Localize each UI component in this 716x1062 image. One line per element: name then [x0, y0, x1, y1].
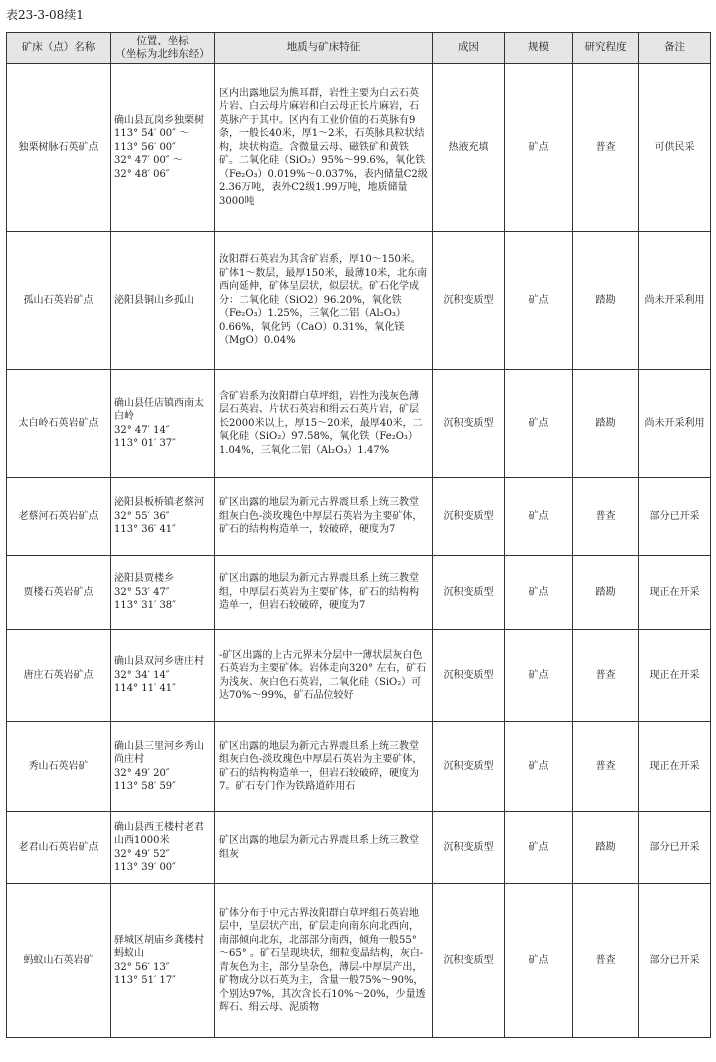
table-row	[7, 812, 711, 884]
deposit-degree: 普查	[573, 884, 639, 1038]
header-degree: 研究程度	[573, 33, 639, 64]
deposit-geology: 区内出露地层为熊耳群，岩性主要为白云石英片岩、白云母片麻岩和白云母正长片麻岩，石英脉产于其中。区内有工业价值的石英脉有9条，一般长40米，厚1～2米，石英脉具粒状结构，块状构造。含微量云母、磁铁矿和黄铁矿。二氧化硅（SiO₂）95%～99.6%，氧化铁（Fe₂O₃）0.019%～0.037%，表内储量C2级2.36万吨，表外C2级1.99万吨，地质储量3000吨	[215, 64, 433, 232]
table-row	[7, 478, 711, 556]
deposit-geology: 矿区出露的地层为新元古界震旦系上统三教堂组灰白色-淡玫瑰色中厚层石英岩为主要矿体，矿石的结构构造单一，较破碎，硬度为7	[215, 478, 433, 556]
deposit-note: 现正在开采	[639, 630, 711, 722]
deposit-name: 老蔡河石英岩矿点	[7, 478, 111, 556]
deposit-degree: 踏勘	[573, 232, 639, 370]
deposit-scale: 矿点	[505, 884, 573, 1038]
header-cause: 成因	[433, 33, 505, 64]
table-row	[7, 884, 711, 1038]
deposit-degree: 踏勘	[573, 370, 639, 478]
deposit-position: 泌阳县板桥镇老蔡河 32° 55′ 36″ 113° 36′ 41″	[111, 478, 215, 556]
table-row	[7, 64, 711, 232]
deposit-geology: 矿区出露的地层为新元古界震旦系上统三教堂组灰白色-淡玫瑰色中厚层石英岩为主要矿体，矿石的结构构造单一，但岩石较破碎，硬度为7。矿石专门作为铁路道砟用石	[215, 722, 433, 812]
deposit-geology: 矿区出露的地层为新元古界震旦系上统三教堂组，中厚层石英岩为主要矿体，矿石的结构构造单一，但岩石较破碎，硬度为7	[215, 556, 433, 630]
deposit-note: 部分已开采	[639, 884, 711, 1038]
deposit-geology: 汝阳群石英岩为其含矿岩系，厚10～150米。矿体1～数层，最厚150米，最薄10米，北东南西向延伸，矿体呈层状，似层状。矿石化学成分：二氧化硅（SiO2）96.20%，氧化铁（Fe₂O₃）1.25%，三氧化二铝（Al₂O₃）0.66%，氧化钙（CaO）0.31%，氧化镁（MgO）0.04%	[215, 232, 433, 370]
deposit-note: 现正在开采	[639, 722, 711, 812]
deposit-position: 确山县西王楼村老君山西1000米 32° 49′ 52″ 113° 39′ 00″	[111, 812, 215, 884]
header-note: 备注	[639, 33, 711, 64]
deposit-scale: 矿点	[505, 556, 573, 630]
deposit-cause: 沉积变质型	[433, 630, 505, 722]
deposit-degree: 普查	[573, 722, 639, 812]
deposit-geology: 矿体分布于中元古界汝阳群白草坪组石英岩地层中，呈层状产出，矿层走向南东向北西向，南部倾向北东，北部部分南西，倾角一般55° ～65° 。矿石呈现块状，细粒变晶结构，灰白-青灰色为主，部分呈杂色，薄层-中厚层产出，矿物成分以石英为主，含量一般75%～90%，个别达97%，其次含长石10%～20%，少量透辉石、绢云母、泥质物	[215, 884, 433, 1038]
deposit-position: 泌阳县铜山乡孤山	[111, 232, 215, 370]
header-name: 矿床（点）名称	[7, 33, 111, 64]
table-caption: 表23-3-08续1	[6, 8, 84, 22]
table-row	[7, 232, 711, 370]
deposit-note: 部分已开采	[639, 478, 711, 556]
table-row	[7, 556, 711, 630]
deposit-cause: 沉积变质型	[433, 812, 505, 884]
deposit-cause: 热液充填	[433, 64, 505, 232]
header-scale: 规模	[505, 33, 573, 64]
deposit-name: 老君山石英岩矿点	[7, 812, 111, 884]
deposit-position: 驿城区胡庙乡龚楼村蚂蚁山 32° 56′ 13″ 113° 51′ 17″	[111, 884, 215, 1038]
deposit-position: 泌阳县贾楼乡 32° 53′ 47″ 113° 31′ 38″	[111, 556, 215, 630]
deposit-position: 确山县三里河乡秀山尚庄村 32° 49′ 20″ 113° 58′ 59″	[111, 722, 215, 812]
deposit-cause: 沉积变质型	[433, 722, 505, 812]
deposit-geology: 含矿岩系为汝阳群白草坪组，岩性为浅灰色薄层石英岩、片状石英岩和绢云石英片岩，矿层长2000米以上，厚15～20米，最厚40米，二氧化硅（SiO₂）97.58%，氧化铁（Fe₂O₃）1.04%，三氧化二铝（Al₂O₃）1.47%	[215, 370, 433, 478]
deposit-name: 孤山石英岩矿点	[7, 232, 111, 370]
deposit-note: 部分已开采	[639, 812, 711, 884]
header-position: 位置、坐标 （坐标为北纬东经）	[111, 33, 215, 64]
table-row	[7, 370, 711, 478]
deposit-note: 尚未开采利用	[639, 370, 711, 478]
header-row	[7, 33, 711, 64]
deposit-degree: 普查	[573, 478, 639, 556]
deposit-name: 秀山石英岩矿	[7, 722, 111, 812]
deposit-cause: 沉积变质型	[433, 370, 505, 478]
table-row	[7, 722, 711, 812]
deposit-degree: 踏勘	[573, 812, 639, 884]
deposit-name: 贾楼石英岩矿点	[7, 556, 111, 630]
deposit-note: 可供民采	[639, 64, 711, 232]
deposit-scale: 矿点	[505, 370, 573, 478]
deposit-scale: 矿点	[505, 232, 573, 370]
deposit-scale: 矿点	[505, 812, 573, 884]
table-row	[7, 630, 711, 722]
deposit-name: 独栗树脉石英矿点	[7, 64, 111, 232]
header-geology: 地质与矿床特征	[215, 33, 433, 64]
deposit-cause: 沉积变质型	[433, 478, 505, 556]
deposit-name: 唐庄石英岩矿点	[7, 630, 111, 722]
deposit-degree: 踏勘	[573, 556, 639, 630]
deposit-position: 确山县任店镇西南太白岭 32° 47′ 14″ 113° 01′ 37″	[111, 370, 215, 478]
deposit-name: 蚂蚁山石英岩矿	[7, 884, 111, 1038]
deposit-scale: 矿点	[505, 64, 573, 232]
deposit-position: 确山县双河乡唐庄村 32° 34′ 14″ 114° 11′ 41″	[111, 630, 215, 722]
deposit-cause: 沉积变质型	[433, 232, 505, 370]
deposit-degree: 普查	[573, 64, 639, 232]
deposit-note: 现正在开采	[639, 556, 711, 630]
deposit-name: 太白岭石英岩矿点	[7, 370, 111, 478]
deposit-scale: 矿点	[505, 478, 573, 556]
deposit-cause: 沉积变质型	[433, 556, 505, 630]
deposit-position: 确山县瓦岗乡独栗树113° 54′ 00″ ～113° 56′ 00″ 32° 47′ 00″ ～ 32° 48′ 06″	[111, 64, 215, 232]
deposit-note: 尚未开采利用	[639, 232, 711, 370]
deposit-scale: 矿点	[505, 630, 573, 722]
deposit-cause: 沉积变质型	[433, 884, 505, 1038]
deposit-geology: 矿区出露的地层为新元古界震旦系上统三教堂组灰	[215, 812, 433, 884]
deposit-scale: 矿点	[505, 722, 573, 812]
deposit-table	[6, 32, 711, 1038]
deposit-geology: -矿区出露的上古元界未分层中一薄状层灰白色石英岩为主要矿体。岩体走向320° 左右，矿石为浅灰、灰白色石英岩，二氧化硅（SiO₂）可达70%～99%，矿石品位较好	[215, 630, 433, 722]
deposit-degree: 普查	[573, 630, 639, 722]
